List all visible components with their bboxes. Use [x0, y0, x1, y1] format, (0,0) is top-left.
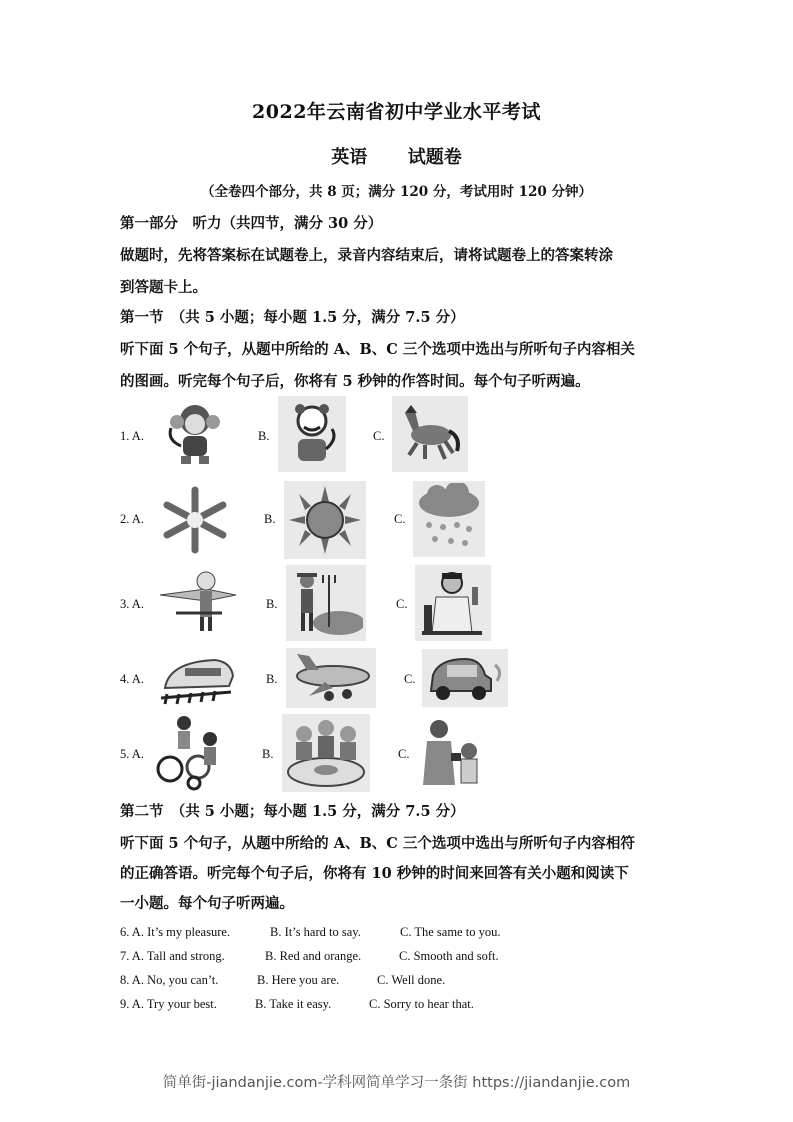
q3-c-label: C.: [396, 597, 408, 611]
farmer-image: [286, 565, 366, 641]
plane-image: [286, 648, 376, 708]
q6-option-c: C. The same to you.: [400, 925, 501, 939]
gift-giving-image: [417, 714, 489, 792]
q3-label: 3. A.: [120, 597, 144, 611]
pilot-image: [154, 566, 240, 640]
section2-heading: 第二节 （共 5 小题；每小题 1.5 分，满分 7.5 分）: [120, 803, 465, 820]
section2-instructions-1: 听下面 5 个句子，从题中所给的 A、B、C 三个选项中选出与所听句子内容相符: [120, 835, 635, 852]
exam-subtitle: [0, 143, 793, 169]
q5-label: 5. A.: [120, 747, 144, 761]
snowflake-image: [156, 484, 234, 556]
sun-image: [284, 481, 366, 559]
q5-b-label: B.: [262, 747, 274, 761]
section1-instructions-2: 的图画。听完每个句子后，你将有 5 秒钟的作答时间。每个句子听两遍。: [120, 373, 590, 390]
q8-option-b: B. Here you are.: [257, 973, 340, 987]
q8-option-c: C. Well done.: [377, 973, 446, 987]
q4-label: 4. A.: [120, 672, 144, 686]
q2-label: 2. A.: [120, 512, 144, 526]
footer-watermark: 简单街-jiandanjie.com-学科网简单学习一条街 https://jiandanjie.com: [162, 1075, 631, 1091]
section2-instructions-3: 一小题。每个句子听两遍。: [120, 895, 294, 912]
section1-heading: 第一节 （共 5 小题；每小题 1.5 分，满分 7.5 分）: [120, 309, 465, 326]
q8-option-a: 8. A. No, you can’t.: [120, 973, 219, 987]
q2-c-label: C.: [394, 512, 406, 526]
section1-instructions-1: 听下面 5 个句子，从题中所给的 A、B、C 三个选项中选出与所听句子内容相关: [120, 341, 635, 358]
tiger-image: [278, 396, 346, 472]
paper-label: 试题卷: [407, 147, 462, 168]
train-image: [154, 650, 238, 708]
q9-option-c: C. Sorry to hear that.: [369, 997, 474, 1011]
q1-b-label: B.: [258, 429, 270, 443]
monkey-image: [156, 398, 228, 472]
section2-instructions-2: 的正确答语。听完每个句子后，你将有 10 秒钟的时间来回答有关小题和阅读下: [120, 865, 629, 882]
q1-label: 1. A.: [120, 429, 144, 443]
q7-option-a: 7. A. Tall and strong.: [120, 949, 225, 963]
question-7: [120, 949, 499, 964]
part1-heading: 第一部分 听力（共四节，满分 30 分）: [120, 215, 383, 232]
scientist-image: [415, 565, 491, 641]
q5-c-label: C.: [398, 747, 410, 761]
family-meal-image: [282, 714, 370, 792]
rain-cloud-image: [413, 481, 485, 557]
question-8: [120, 973, 445, 988]
q6-option-a: 6. A. It’s my pleasure.: [120, 925, 231, 939]
q9-option-b: B. Take it easy.: [255, 997, 332, 1011]
car-image: [422, 649, 508, 707]
part1-instructions-1: 做题时，先将答案标在试题卷上，录音内容结束后，请将试题卷上的答案转涂: [120, 247, 613, 264]
cycling-image: [152, 714, 228, 792]
q7-option-c: C. Smooth and soft.: [399, 949, 499, 963]
question-6: [120, 925, 500, 940]
q2-b-label: B.: [264, 512, 276, 526]
q7-option-b: B. Red and orange.: [265, 949, 362, 963]
exam-note: （全卷四个部分，共 8 页；满分 120 分，考试用时 120 分钟）: [201, 184, 592, 200]
q4-b-label: B.: [266, 672, 278, 686]
subject-label: 英语: [331, 147, 368, 168]
question-9: [120, 997, 474, 1012]
q6-option-b: B. It’s hard to say.: [270, 925, 361, 939]
q9-option-a: 9. A. Try your best.: [120, 997, 217, 1011]
q3-b-label: B.: [266, 597, 278, 611]
exam-title: 2022年云南省初中学业水平考试: [252, 101, 541, 123]
q4-c-label: C.: [404, 672, 416, 686]
horse-image: [392, 396, 468, 472]
part1-instructions-2: 到答题卡上。: [120, 279, 207, 296]
q1-c-label: C.: [373, 429, 385, 443]
